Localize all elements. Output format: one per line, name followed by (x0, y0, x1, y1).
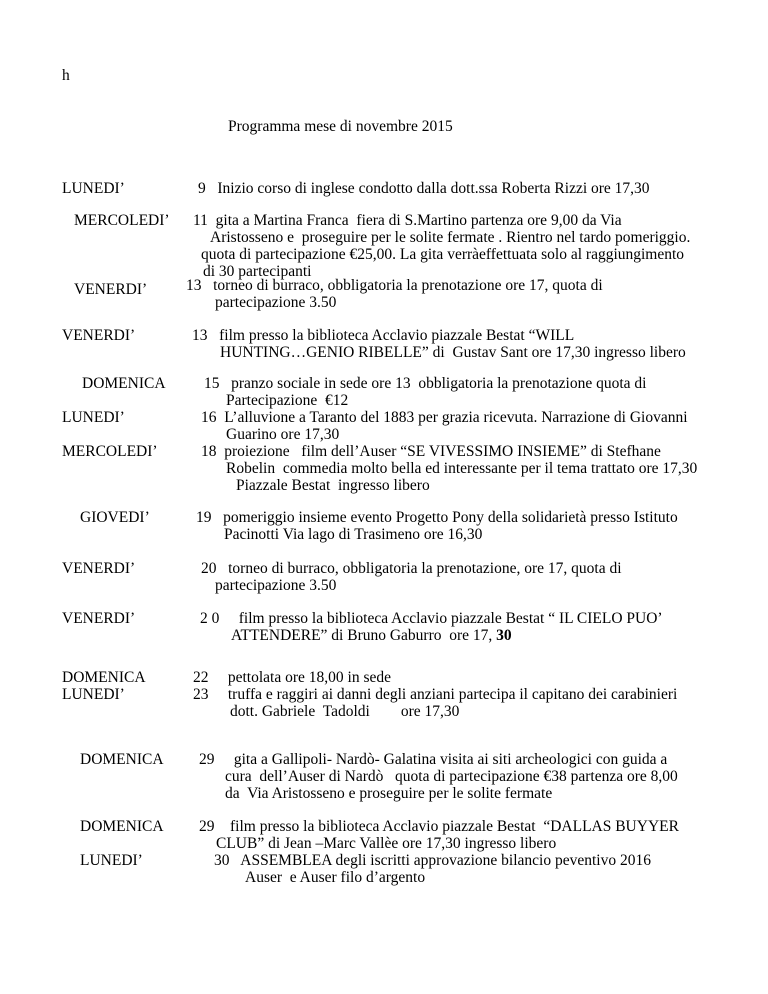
event-line: Aristosseno e proseguire per le solite fermate . Rientro nel tardo pomeriggio. (210, 229, 691, 246)
event-line: 20 torneo di burraco, obbligatoria la prenotazione, ore 17, quota di (201, 560, 622, 577)
day-label: MERCOLEDI’ (62, 443, 158, 460)
event-line: da Via Aristosseno e proseguire per le solite fermate (225, 785, 553, 802)
event-line: Piazzale Bestat ingresso libero (236, 477, 430, 494)
day-label: MERCOLEDI’ (74, 212, 170, 229)
event-line: 13 torneo di burraco, obbligatoria la prenotazione ore 17, quota di (186, 277, 603, 294)
event-time-bold: 30 (496, 627, 512, 644)
day-label: DOMENICA (80, 751, 164, 768)
event-line: 11 gita a Martina Franca fiera di S.Martino partenza ore 9,00 da Via (193, 212, 622, 229)
day-label: LUNEDI’ (62, 686, 125, 703)
event-line: 29 gita a Gallipoli- Nardò- Galatina visita ai siti archeologici con guida a (199, 751, 668, 768)
event-line: Partecipazione €12 (226, 392, 349, 409)
day-label: GIOVEDI’ (80, 509, 150, 526)
day-label: VENERDI’ (62, 327, 136, 344)
event-line: partecipazione 3.50 (215, 294, 337, 311)
event-line: 30 ASSEMBLEA degli iscritti approvazione bilancio peventivo 2016 (214, 852, 651, 869)
day-label: DOMENICA (82, 375, 166, 392)
event-line: CLUB” di Jean –Marc Vallèe ore 17,30 ingresso libero (216, 835, 557, 852)
header-mark: h (62, 67, 70, 84)
event-line: quota di partecipazione €25,00. La gita verràeffettuata solo al raggiungimento (201, 246, 685, 263)
event-line: partecipazione 3.50 (215, 577, 337, 594)
event-line: 22 pettolata ore 18,00 in sede (193, 669, 392, 686)
event-line: Robelin commedia molto bella ed interessante per il tema trattato ore 17,30 (226, 460, 698, 477)
event-line: dott. Gabriele Tadoldi ore 17,30 (230, 703, 460, 720)
event-line: 19 pomeriggio insieme evento Progetto Pony della solidarietà presso Istituto (196, 509, 678, 526)
event-line: Guarino ore 17,30 (226, 426, 340, 443)
event-line: 29 film presso la biblioteca Acclavio piazzale Bestat “DALLAS BUYYER (199, 818, 679, 835)
event-line: 2 0 film presso la biblioteca Acclavio piazzale Bestat “ IL CIELO PUO’ (200, 610, 663, 627)
day-label: DOMENICA (62, 669, 146, 686)
event-line: 9 Inizio corso di inglese condotto dalla dott.ssa Roberta Rizzi ore 17,30 (198, 180, 650, 197)
event-line-text: ATTENDERE” di Bruno Gaburro ore 17, (231, 627, 497, 644)
day-label: LUNEDI’ (62, 409, 125, 426)
event-line: cura dell’Auser di Nardò quota di partecipazione €38 partenza ore 8,00 (225, 768, 678, 785)
event-line: di 30 partecipanti (203, 263, 312, 280)
event-line: Pacinotti Via lago di Trasimeno ore 16,30 (224, 526, 483, 543)
day-label: VENERDI’ (62, 610, 136, 627)
event-line: 16 L’alluvione a Taranto del 1883 per grazia ricevuta. Narrazione di Giovanni (201, 409, 688, 426)
day-label: VENERDI’ (62, 560, 136, 577)
event-line: 13 film presso la biblioteca Acclavio piazzale Bestat “WILL (192, 327, 575, 344)
event-line (231, 627, 512, 644)
event-line: 18 proiezione film dell’Auser “SE VIVESSIMO INSIEME” di Stefhane (201, 443, 661, 460)
page-title: Programma mese di novembre 2015 (228, 118, 453, 135)
event-line: 23 truffa e raggiri ai danni degli anziani partecipa il capitano dei carabinieri (193, 686, 678, 703)
event-line: HUNTING…GENIO RIBELLE” di Gustav Sant ore 17,30 ingresso libero (220, 344, 686, 361)
day-label: VENERDI’ (74, 281, 148, 298)
event-line: 15 pranzo sociale in sede ore 13 obbligatoria la prenotazione quota di (204, 375, 647, 392)
event-line: Auser e Auser filo d’argento (245, 869, 426, 886)
day-label: LUNEDI’ (62, 180, 125, 197)
day-label: LUNEDI’ (80, 852, 143, 869)
day-label: DOMENICA (80, 818, 164, 835)
